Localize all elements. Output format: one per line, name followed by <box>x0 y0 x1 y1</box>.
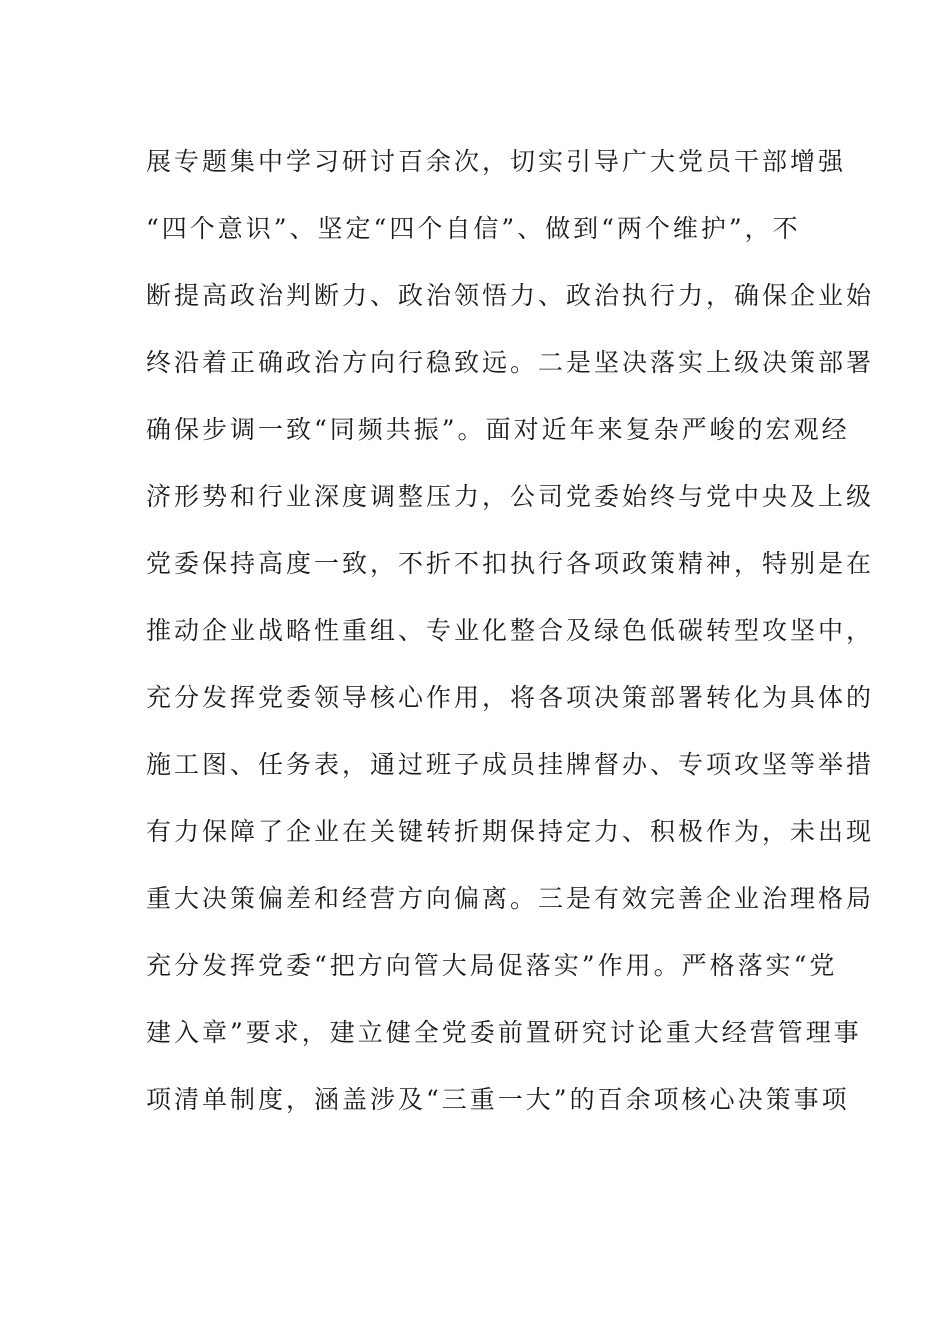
text-line-6: 济形势和行业深度调整压力，公司党委始终与党中央及上级 <box>146 482 875 511</box>
text-line-11: 有力保障了企业在关键转折期保持定力、积极作为，未出现 <box>146 817 875 846</box>
body-paragraph <box>146 128 875 1133</box>
text-line-10: 施工图、任务表，通过班子成员挂牌督办、专项攻坚等举措 <box>146 750 875 779</box>
text-line-3: 断提高政治判断力、政治领悟力、政治执行力，确保企业始 <box>146 281 875 310</box>
text-line-8: 推动企业战略性重组、专业化整合及绿色低碳转型攻坚中， <box>146 616 875 645</box>
text-line-1: 展专题集中学习研讨百余次，切实引导广大党员干部增强 <box>146 147 847 176</box>
text-line-5: 确保步调一致“同频共振”。面对近年来复杂严峻的宏观经 <box>146 415 850 444</box>
text-line-7: 党委保持高度一致，不折不扣执行各项政策精神，特别是在 <box>146 549 875 578</box>
text-line-2: “四个意识”、坚定“四个自信”、做到“两个维护”，不 <box>146 214 801 243</box>
text-line-14: 建入章”要求，建立健全党委前置研究讨论重大经营管理事 <box>146 1018 862 1047</box>
text-line-12: 重大决策偏差和经营方向偏离。三是有效完善企业治理格局 <box>146 884 875 913</box>
text-line-15: 项清单制度，涵盖涉及“三重一大”的百余项核心决策事项 <box>146 1085 850 1114</box>
text-line-9: 充分发挥党委领导核心作用，将各项决策部署转化为具体的 <box>146 683 875 712</box>
text-line-4: 终沿着正确政治方向行稳致远。二是坚决落实上级决策部署 <box>146 348 875 377</box>
text-line-13: 充分发挥党委“把方向管大局促落实”作用。严格落实“党 <box>146 951 838 980</box>
